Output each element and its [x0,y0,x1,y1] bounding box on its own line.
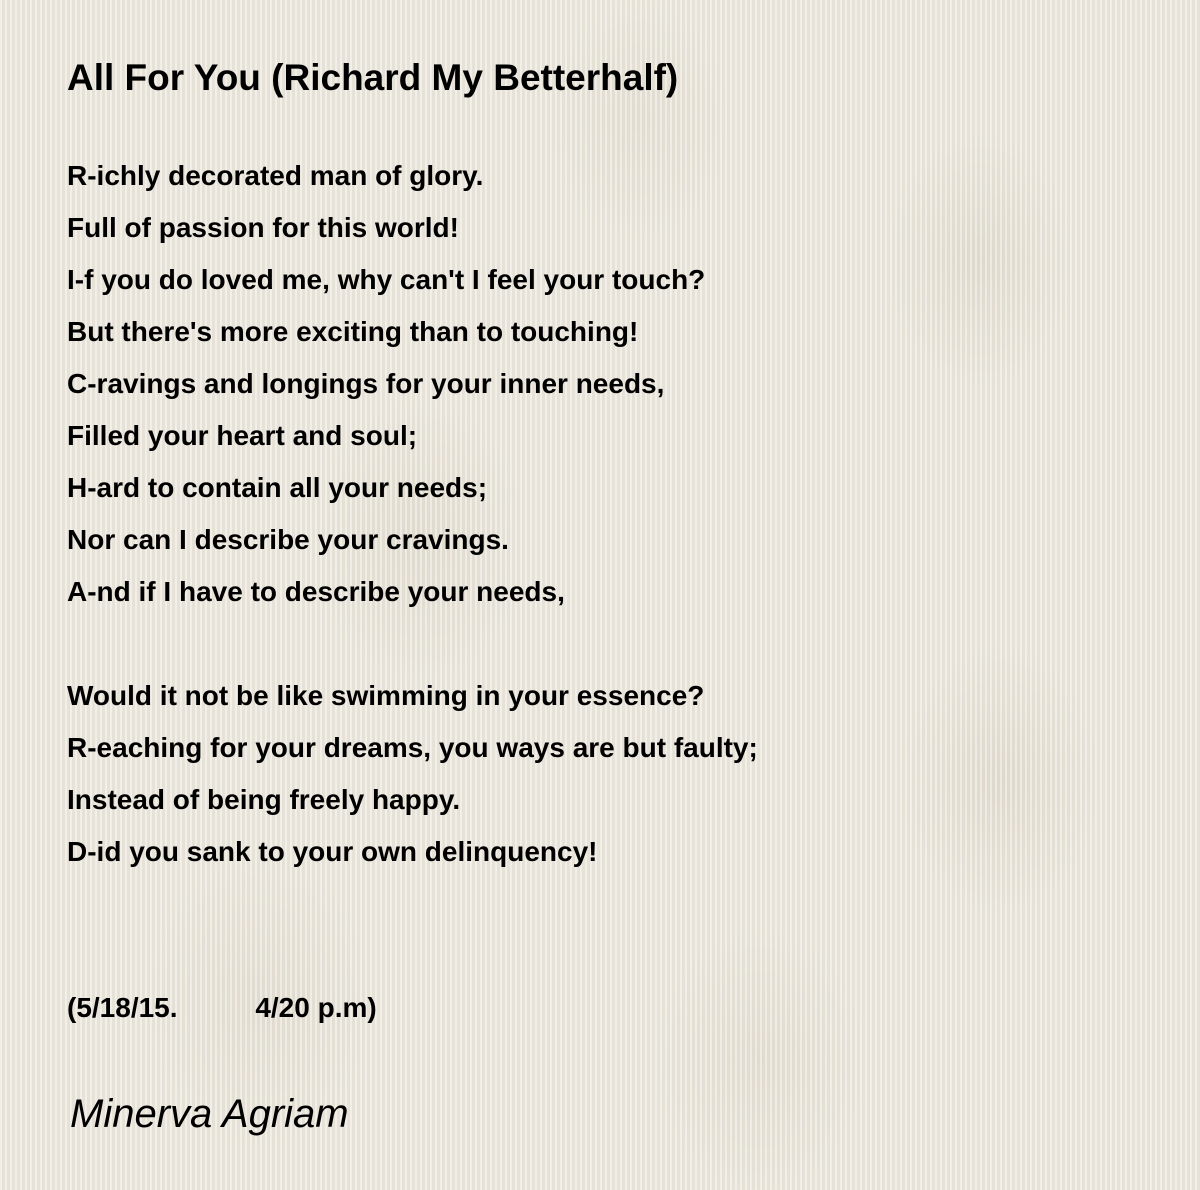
poem-line: Would it not be like swimming in your essence? [67,680,705,711]
poem-title: All For You (Richard My Betterhalf) [67,57,679,98]
poem-line: H-ard to contain all your needs; [67,472,488,503]
poem-line: R-ichly decorated man of glory. [67,160,484,191]
poem-line: Filled your heart and soul; [67,420,418,451]
poem-body [67,150,758,878]
poem-line: I-f you do loved me, why can't I feel your touch? [67,264,706,295]
poem-line: R-eaching for your dreams, you ways are but faulty; [67,732,758,763]
poem-line: C-ravings and longings for your inner needs, [67,368,665,399]
poem-line: Instead of being freely happy. [67,784,461,815]
author-name: Minerva Agriam [70,1092,349,1136]
poem-line: A-nd if I have to describe your needs, [67,576,565,607]
poem-dateline: (5/18/15. 4/20 p.m) [67,992,377,1023]
poem-line: Full of passion for this world! [67,212,459,243]
poem-line: D-id you sank to your own delinquency! [67,836,598,867]
poem-line: But there's more exciting than to touching! [67,316,639,347]
poem-line: Nor can I describe your cravings. [67,524,509,555]
stanza-break [67,618,758,670]
